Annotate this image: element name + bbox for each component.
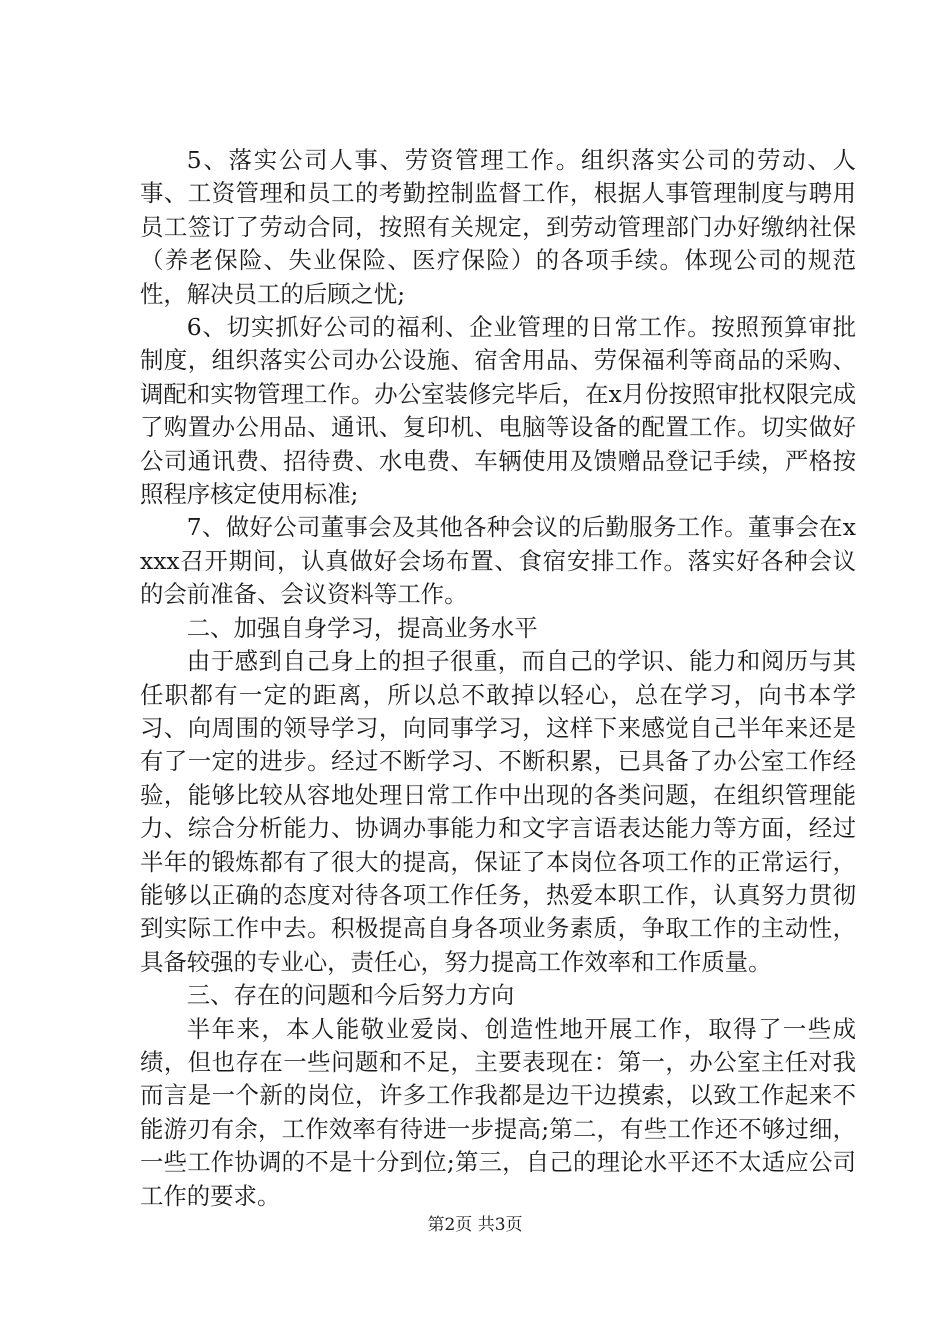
paragraph-study: 由于感到自己身上的担子很重，而自己的学识、能力和阅历与其任职都有一定的距离，所以总不敢掉以轻心，总在学习，向书本学习、向周围的领导学习，向同事学习，这样下来感觉自己半年来还是有了一定的进步。经过不断学习、不断积累，已具备了办公室工作经验，能够比较从容地处理日常工作中出现的各类问题，在组织管理能力、综合分析能力、协调办事能力和文字言语表达能力等方面，经过半年的锻炼都有了很大的提高，保证了本岗位各项工作的正常运行，能够以正确的态度对待各项工作任务，热爱本职工作，认真努力贯彻到实际工作中去。积极提高自身各项业务素质，争取工作的主动性，具备较强的专业心，责任心，努力提高工作效率和工作质量。	[140, 647, 856, 976]
paragraph-item-6: 6、切实抓好公司的福利、企业管理的日常工作。按照预算审批制度，组织落实公司办公设施、宿舍用品、劳保福利等商品的采购、调配和实物管理工作。办公室装修完毕后，在x月份按照审批权限完成了购置办公用品、通讯、复印机、电脑等设备的配置工作。切实做好公司通讯费、招待费、水电费、车辆使用及馈赠品登记手续，严格按照程序核定使用标准;	[140, 313, 856, 509]
paragraph-item-5: 5、落实公司人事、劳资管理工作。组织落实公司的劳动、人事、工资管理和员工的考勤控制监督工作，根据人事管理制度与聘用员工签订了劳动合同，按照有关规定，到劳动管理部门办好缴纳社保（养老保险、失业保险、医疗保险）的各项手续。体现公司的规范性，解决员工的后顾之忧;	[140, 146, 856, 308]
paragraph-problems: 半年来，本人能敬业爱岗、创造性地开展工作，取得了一些成绩，但也存在一些问题和不足，主要表现在：第一，办公室主任对我而言是一个新的岗位，许多工作我都是边干边摸索，以致工作起来不能游刃有余，工作效率有待进一步提高;第二，有些工作还不够过细，一些工作协调的不是十分到位;第三，自己的理论水平还不太适应公司工作的要求。	[140, 1014, 856, 1210]
page-number-footer: 第2页 共3页	[427, 1215, 523, 1235]
section-heading-study: 二、加强自身学习，提高业务水平	[186, 613, 538, 642]
document-body	[140, 144, 856, 1213]
paragraph-item-7: 7、做好公司董事会及其他各种会议的后勤服务工作。董事会在xxxx召开期间，认真做好会场布置、食宿安排工作。落实好各种会议的会前准备、会议资料等工作。	[140, 513, 856, 609]
section-heading-problems: 三、存在的问题和今后努力方向	[186, 981, 515, 1010]
